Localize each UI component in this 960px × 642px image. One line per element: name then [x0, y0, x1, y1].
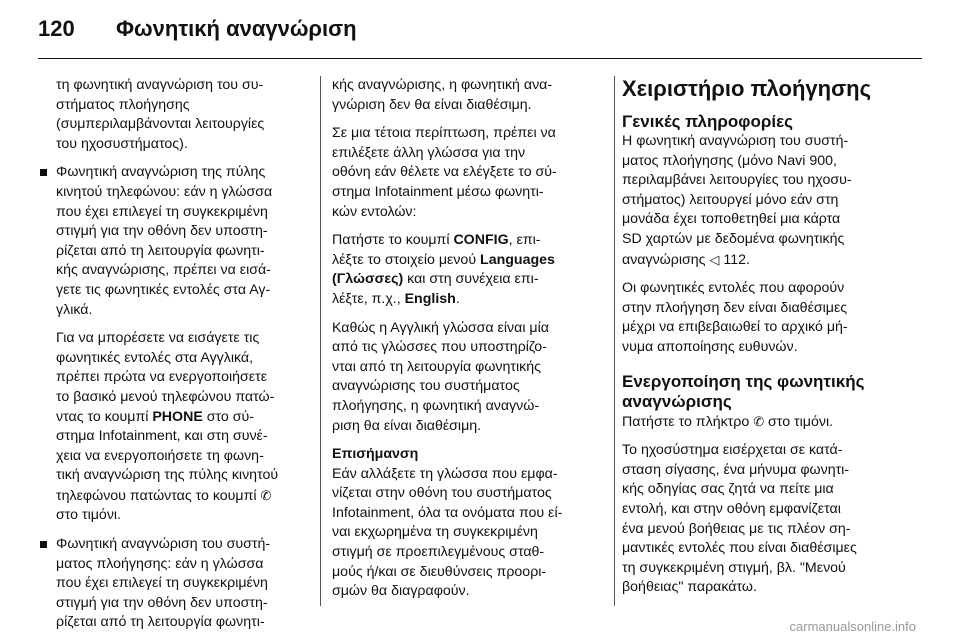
column-divider	[320, 76, 321, 606]
note-text: Εάν αλλάξετε τη γλώσσα που εμφα- νίζεται στην οθόνη του συστήματος Infotainment, όλα τα ονόματα που εί- ναι εκχωρημένα τη συγκεκριμένη στιγμή σε προεπιλεγμένους σταθ- μούς ή/και σε διευθύνσεις προορι- σμών θα διαγραφούν.	[332, 465, 563, 600]
watermark: carmanualsonline.info	[789, 619, 916, 634]
column-1	[38, 76, 300, 642]
chapter-title: Φωνητική αναγνώριση	[116, 16, 357, 41]
subsection-title-general: Γενικές πληροφορίες	[622, 112, 793, 131]
config-instructions: Πατήστε το κουμπί CONFIG, επι- λέξτε το στοιχείο μενού Languages (Γλώσσες) και στη συνέχεια επι- λέξτε, π.χ., English.	[332, 232, 555, 307]
subsection-title-activation: Ενεργοποίηση της φωνητικής αναγνώρισης	[622, 371, 865, 411]
disclaimer-paragraph: Οι φωνητικές εντολές που αφορούν στην πλοήγηση δεν είναι διαθέσιμες μέχρι να επιβεβαιωθεί το αρχικό μή- νυμα αποποίησης ευθυνών.	[622, 280, 848, 355]
bullet-phone-portal: Φωνητική αναγνώριση της πύλης κινητού τηλεφώνου: εάν η γλώσσα που έχει επιλεγεί τη συγκεκριμένη στιγμή για την οθόνη δεν υποστη- ρίζεται από τη λειτουργία φωνητι- κής αναγνώρισης, πρέπει να εισά- γετε τις φωνητικές εντολές στα Αγ- γλικά.	[38, 163, 300, 320]
header-rule	[38, 58, 922, 59]
voice-button-icon: ✆	[260, 487, 272, 503]
general-info-paragraph: Η φωνητική αναγνώριση του συστή- ματος πλοήγησης (μόνο Navi 900, περιλαμβάνει λειτουργίες του ηχοσυ- στήματος) λειτουργεί μόνο εάν στη μονάδα έχει τοποθετηθεί μια κάρτα SD χαρτών με δεδομένα φωνητικής αναγνώρισης ◁ 112.	[622, 133, 852, 268]
bullet-marker	[40, 169, 47, 176]
section-title: Χειριστήριο πλοήγησης	[622, 76, 872, 101]
page-number: 120	[38, 16, 75, 41]
english-option-label: English	[404, 290, 456, 307]
note-heading: Επισήμανση	[332, 446, 419, 463]
voice-button-icon: ✆	[753, 413, 765, 429]
bullet-navigation: Φωνητική αναγνώριση του συστή- ματος πλοήγησης: εάν η γλώσσα που έχει επιλεγεί τη συγκεκριμένη στιγμή για την οθόνη δεν υποστη- ρίζεται από τη λειτουργία φωνητι-	[38, 535, 300, 633]
page-reference-icon: ◁	[709, 251, 720, 267]
column-2	[332, 76, 604, 611]
continued-text: κής αναγνώρισης, η φωνητική ανα- γνώριση δεν θα είναι διαθέσιμη.	[332, 77, 553, 113]
bullet-marker	[40, 541, 47, 548]
languages-menu-label: Languages	[480, 251, 555, 268]
activation-instruction: Πατήστε το πλήκτρο ✆ στο τιμόνι.	[622, 413, 834, 430]
english-supported-paragraph: Καθώς η Αγγλική γλώσσα είναι μία από τις γλώσσες που υποστηρίζο- νται από τη λειτουργία φωνητικής αναγνώρισης του συστήματος πλοήγησης, η φωνητική αναγνώ- ριση θα είναι διαθέσιμη.	[332, 319, 549, 434]
column-divider	[614, 76, 615, 606]
continued-text: τη φωνητική αναγνώριση του συ- στήματος πλοήγησης (συμπεριλαμβάνονται λειτουργίες του ηχοσυστήματος).	[56, 77, 265, 152]
activation-description: Το ηχοσύστημα εισέρχεται σε κατά- σταση σίγασης, ένα μήνυμα φωνητι- κής οδηγίας σας ζητά να πείτε μια εντολή, και στην οθόνη εμφανίζεται ένα μενού βοήθειας με τις πλέον ση- μαντικές εντολές που είναι διαθέσιμες τη συγκεκριμένη στιγμή, βλ. "Μενού βοήθειας" παρακάτω.	[622, 442, 857, 596]
column-3	[622, 76, 922, 607]
phone-button-label: PHONE	[152, 408, 203, 425]
change-language-paragraph: Σε μια τέτοια περίπτωση, πρέπει να επιλέξετε άλλη γλώσσα για την οθόνη εάν θέλετε να ελέγξετε το σύ- στημα Infotainment μέσω φωνητι- κών εντολών:	[332, 125, 557, 220]
config-button-label: CONFIG	[453, 232, 509, 249]
page-header	[0, 0, 960, 60]
english-commands-paragraph: Για να μπορέσετε να εισάγετε τις φωνητικές εντολές στα Αγγλικά, πρέπει πρώτα να ενεργοποιήσετε το βασικό μενού τηλεφώνου πατώ- ντας το κουμπί PHONE στο σύ- στημα Infotainment, και στη συνέ- χεια να ενεργοποιήσετε τη φωνη- τική αναγνώριση της πύλης κινητού τηλεφώνου πατώντας το κουμπί ✆ στο τιμόνι.	[56, 330, 279, 524]
